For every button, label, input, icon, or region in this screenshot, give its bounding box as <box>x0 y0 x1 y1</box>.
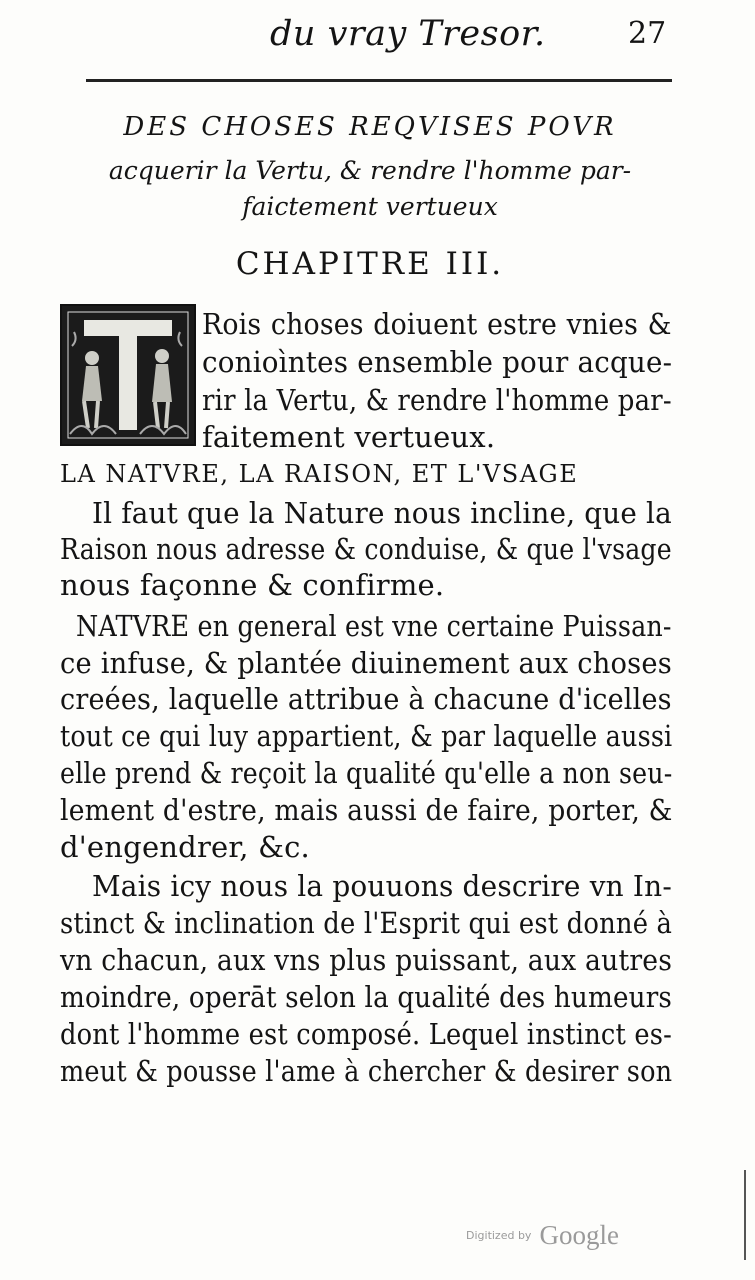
section-title-line-1: DES CHOSES REQVISES POVR <box>123 112 617 142</box>
text-line: Il faut que la Nature nous incline, que la <box>92 496 672 530</box>
woodcut-ornament-icon <box>62 306 194 444</box>
text-line: d'engendrer, &c. <box>60 830 310 864</box>
text-line: creées, laquelle attribue à chacune d'icelles <box>60 682 672 716</box>
text-line: lement d'estre, mais aussi de faire, porter, & <box>60 793 673 827</box>
text-line: vn chacun, aux vns plus puissant, aux autres <box>60 943 673 977</box>
text-line: Raison nous adresse & conduise, & que l'vsage <box>60 532 672 566</box>
page-number: 27 <box>628 16 667 51</box>
text-line: nous façonne & confirme. <box>60 568 445 602</box>
chapter-heading: CHAPITRE III. <box>235 246 505 282</box>
subheading: LA NATVRE, LA RAISON, ET L'VSAGE <box>60 460 579 488</box>
text-line: moindre, operāt selon la qualité des humeurs <box>60 980 673 1014</box>
text-line: ce infuse, & plantée diuinement aux choses <box>60 646 672 680</box>
watermark-prefix: Digitized by <box>466 1229 532 1242</box>
digitized-watermark <box>466 1220 619 1251</box>
text-line: faitement vertueux. <box>202 420 496 454</box>
watermark-brand: Google <box>539 1220 620 1250</box>
section-title-line-2: acquerir la Vertu, & rendre l'homme par- <box>108 156 632 185</box>
decorated-initial-letter <box>60 304 196 446</box>
text-line: Mais icy nous la pouuons descrire vn In- <box>92 869 672 903</box>
header-rule <box>86 79 672 82</box>
text-line: NATVRE en general est vne certaine Puissan- <box>76 609 672 643</box>
text-line: meut & pousse l'ame à chercher & desirer son <box>60 1054 673 1088</box>
text-line: tout ce qui luy appartient, & par laquelle aussi <box>60 719 673 753</box>
page-edge <box>744 1170 746 1260</box>
text-line: dont l'homme est composé. Lequel instinct es- <box>60 1017 672 1051</box>
text-line: conioìntes ensemble pour acque- <box>202 345 673 379</box>
text-line: rir la Vertu, & rendre l'homme par- <box>202 383 672 417</box>
text-line: stinct & inclination de l'Esprit qui est donné à <box>60 906 673 940</box>
text-line: elle prend & reçoit la qualité qu'elle a non seu- <box>60 756 673 790</box>
text-line: Rois choses doiuent estre vnies & <box>202 307 672 341</box>
section-title-line-3: faictement vertueux <box>242 192 498 221</box>
running-title: du vray Tresor. <box>270 14 546 54</box>
